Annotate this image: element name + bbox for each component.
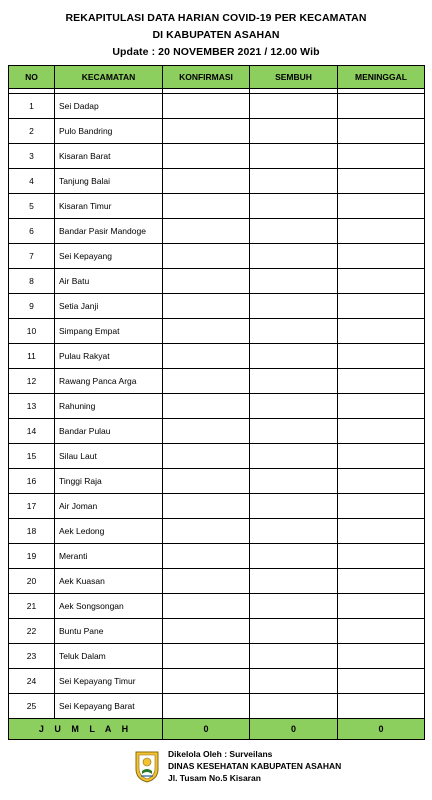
table-row bbox=[9, 469, 425, 494]
table-row bbox=[9, 619, 425, 644]
meninggal-cell bbox=[338, 619, 425, 644]
sembuh-cell bbox=[250, 419, 338, 444]
table-row bbox=[9, 494, 425, 519]
kecamatan-cell: Bandar Pulau bbox=[55, 419, 163, 444]
table-row bbox=[9, 319, 425, 344]
row-number-cell: 9 bbox=[9, 294, 55, 319]
report-title: REKAPITULASI DATA HARIAN COVID-19 PER KECAMATAN bbox=[65, 12, 367, 24]
kecamatan-cell: Pulo Bandring bbox=[55, 119, 163, 144]
column-header-konfirmasi: KONFIRMASI bbox=[163, 66, 250, 89]
sembuh-cell bbox=[250, 319, 338, 344]
row-number-cell: 20 bbox=[9, 569, 55, 594]
organization-name: DINAS KESEHATAN KABUPATEN ASAHAN bbox=[168, 761, 342, 771]
kecamatan-cell: Aek Songsongan bbox=[55, 594, 163, 619]
table-row bbox=[9, 544, 425, 569]
kecamatan-cell: Kisaran Barat bbox=[55, 144, 163, 169]
kecamatan-cell: Kisaran Timur bbox=[55, 194, 163, 219]
report-footer bbox=[134, 748, 341, 784]
column-header-no: NO bbox=[9, 66, 55, 89]
sembuh-cell bbox=[250, 269, 338, 294]
konfirmasi-cell bbox=[163, 94, 250, 119]
table-row bbox=[9, 369, 425, 394]
row-number-cell: 12 bbox=[9, 369, 55, 394]
table-row bbox=[9, 169, 425, 194]
row-number-cell: 19 bbox=[9, 544, 55, 569]
kecamatan-cell: Pulau Rakyat bbox=[55, 344, 163, 369]
konfirmasi-cell bbox=[163, 219, 250, 244]
table-row bbox=[9, 644, 425, 669]
table-row bbox=[9, 344, 425, 369]
konfirmasi-cell bbox=[163, 619, 250, 644]
table-row bbox=[9, 444, 425, 469]
konfirmasi-cell bbox=[163, 644, 250, 669]
sembuh-cell bbox=[250, 169, 338, 194]
report-subtitle: DI KABUPATEN ASAHAN bbox=[152, 29, 280, 41]
sembuh-cell bbox=[250, 244, 338, 269]
kecamatan-cell: Sei Kepayang Timur bbox=[55, 669, 163, 694]
meninggal-cell bbox=[338, 269, 425, 294]
row-number-cell: 6 bbox=[9, 219, 55, 244]
konfirmasi-cell bbox=[163, 244, 250, 269]
column-header-kecamatan: KECAMATAN bbox=[55, 66, 163, 89]
sembuh-cell bbox=[250, 569, 338, 594]
sembuh-cell bbox=[250, 519, 338, 544]
kecamatan-cell: Setia Janji bbox=[55, 294, 163, 319]
meninggal-cell bbox=[338, 419, 425, 444]
sembuh-cell bbox=[250, 669, 338, 694]
table-row bbox=[9, 94, 425, 119]
row-number-cell: 1 bbox=[9, 94, 55, 119]
sembuh-cell bbox=[250, 369, 338, 394]
konfirmasi-cell bbox=[163, 444, 250, 469]
kecamatan-cell: Air Joman bbox=[55, 494, 163, 519]
meninggal-cell bbox=[338, 444, 425, 469]
table-row bbox=[9, 294, 425, 319]
sembuh-cell bbox=[250, 694, 338, 719]
konfirmasi-cell bbox=[163, 569, 250, 594]
meninggal-cell bbox=[338, 394, 425, 419]
table-row bbox=[9, 669, 425, 694]
sembuh-cell bbox=[250, 94, 338, 119]
total-label: J U M L A H bbox=[9, 719, 163, 740]
sembuh-cell bbox=[250, 344, 338, 369]
konfirmasi-cell bbox=[163, 269, 250, 294]
meninggal-cell bbox=[338, 194, 425, 219]
row-number-cell: 7 bbox=[9, 244, 55, 269]
kecamatan-cell: Simpang Empat bbox=[55, 319, 163, 344]
kecamatan-cell: Meranti bbox=[55, 544, 163, 569]
report-header bbox=[0, 0, 432, 61]
asahan-regency-emblem-icon bbox=[134, 749, 160, 783]
sembuh-cell bbox=[250, 219, 338, 244]
konfirmasi-cell bbox=[163, 419, 250, 444]
table-row bbox=[9, 219, 425, 244]
row-number-cell: 11 bbox=[9, 344, 55, 369]
konfirmasi-cell bbox=[163, 519, 250, 544]
konfirmasi-cell bbox=[163, 144, 250, 169]
konfirmasi-cell bbox=[163, 119, 250, 144]
meninggal-cell bbox=[338, 569, 425, 594]
meninggal-cell bbox=[338, 369, 425, 394]
table-row bbox=[9, 594, 425, 619]
konfirmasi-cell bbox=[163, 294, 250, 319]
row-number-cell: 17 bbox=[9, 494, 55, 519]
table-row bbox=[9, 244, 425, 269]
kecamatan-cell: Tinggi Raja bbox=[55, 469, 163, 494]
konfirmasi-cell bbox=[163, 394, 250, 419]
meninggal-cell bbox=[338, 644, 425, 669]
row-number-cell: 15 bbox=[9, 444, 55, 469]
sembuh-cell bbox=[250, 119, 338, 144]
kecamatan-cell: Tanjung Balai bbox=[55, 169, 163, 194]
konfirmasi-cell bbox=[163, 194, 250, 219]
meninggal-cell bbox=[338, 469, 425, 494]
table-row bbox=[9, 519, 425, 544]
sembuh-cell bbox=[250, 444, 338, 469]
konfirmasi-cell bbox=[163, 544, 250, 569]
row-number-cell: 3 bbox=[9, 144, 55, 169]
row-number-cell: 4 bbox=[9, 169, 55, 194]
row-number-cell: 16 bbox=[9, 469, 55, 494]
managed-by-text: Dikelola Oleh : Surveilans bbox=[168, 749, 273, 759]
sembuh-cell bbox=[250, 144, 338, 169]
row-number-cell: 23 bbox=[9, 644, 55, 669]
kecamatan-cell: Rawang Panca Arga bbox=[55, 369, 163, 394]
konfirmasi-cell bbox=[163, 319, 250, 344]
konfirmasi-cell bbox=[163, 594, 250, 619]
kecamatan-cell: Aek Ledong bbox=[55, 519, 163, 544]
konfirmasi-cell bbox=[163, 344, 250, 369]
meninggal-cell bbox=[338, 244, 425, 269]
meninggal-cell bbox=[338, 344, 425, 369]
row-number-cell: 18 bbox=[9, 519, 55, 544]
column-header-sembuh: SEMBUH bbox=[250, 66, 338, 89]
sembuh-cell bbox=[250, 494, 338, 519]
kecamatan-cell: Teluk Dalam bbox=[55, 644, 163, 669]
kecamatan-cell: Sei Dadap bbox=[55, 94, 163, 119]
kecamatan-cell: Buntu Pane bbox=[55, 619, 163, 644]
meninggal-cell bbox=[338, 494, 425, 519]
table-row bbox=[9, 694, 425, 719]
meninggal-cell bbox=[338, 669, 425, 694]
meninggal-cell bbox=[338, 319, 425, 344]
table-row bbox=[9, 119, 425, 144]
meninggal-cell bbox=[338, 169, 425, 194]
footer-text bbox=[168, 748, 341, 784]
total-konfirmasi: 0 bbox=[163, 719, 250, 740]
konfirmasi-cell bbox=[163, 169, 250, 194]
row-number-cell: 25 bbox=[9, 694, 55, 719]
update-date: Update : 20 NOVEMBER 2021 / 12.00 Wib bbox=[112, 46, 320, 58]
kecamatan-cell: Rahuning bbox=[55, 394, 163, 419]
meninggal-cell bbox=[338, 144, 425, 169]
row-number-cell: 24 bbox=[9, 669, 55, 694]
row-number-cell: 2 bbox=[9, 119, 55, 144]
konfirmasi-cell bbox=[163, 694, 250, 719]
column-header-meninggal: MENINGGAL bbox=[338, 66, 425, 89]
sembuh-cell bbox=[250, 544, 338, 569]
table-header-row bbox=[9, 66, 425, 89]
covid-data-table bbox=[8, 65, 425, 740]
meninggal-cell bbox=[338, 519, 425, 544]
sembuh-cell bbox=[250, 644, 338, 669]
konfirmasi-cell bbox=[163, 494, 250, 519]
konfirmasi-cell bbox=[163, 469, 250, 494]
meninggal-cell bbox=[338, 694, 425, 719]
kecamatan-cell: Bandar Pasir Mandoge bbox=[55, 219, 163, 244]
sembuh-cell bbox=[250, 619, 338, 644]
meninggal-cell bbox=[338, 219, 425, 244]
meninggal-cell bbox=[338, 294, 425, 319]
total-sembuh: 0 bbox=[250, 719, 338, 740]
konfirmasi-cell bbox=[163, 669, 250, 694]
table-row bbox=[9, 269, 425, 294]
row-number-cell: 8 bbox=[9, 269, 55, 294]
row-number-cell: 14 bbox=[9, 419, 55, 444]
sembuh-cell bbox=[250, 294, 338, 319]
kecamatan-cell: Sei Kepayang bbox=[55, 244, 163, 269]
sembuh-cell bbox=[250, 594, 338, 619]
meninggal-cell bbox=[338, 544, 425, 569]
meninggal-cell bbox=[338, 594, 425, 619]
row-number-cell: 13 bbox=[9, 394, 55, 419]
table-row bbox=[9, 419, 425, 444]
meninggal-cell bbox=[338, 94, 425, 119]
row-number-cell: 22 bbox=[9, 619, 55, 644]
row-number-cell: 5 bbox=[9, 194, 55, 219]
kecamatan-cell: Silau Laut bbox=[55, 444, 163, 469]
table-row bbox=[9, 194, 425, 219]
total-meninggal: 0 bbox=[338, 719, 425, 740]
kecamatan-cell: Sei Kepayang Barat bbox=[55, 694, 163, 719]
row-number-cell: 21 bbox=[9, 594, 55, 619]
table-row bbox=[9, 394, 425, 419]
sembuh-cell bbox=[250, 469, 338, 494]
meninggal-cell bbox=[338, 119, 425, 144]
total-row bbox=[9, 719, 425, 740]
sembuh-cell bbox=[250, 194, 338, 219]
table-row bbox=[9, 569, 425, 594]
row-number-cell: 10 bbox=[9, 319, 55, 344]
sembuh-cell bbox=[250, 394, 338, 419]
table-row bbox=[9, 144, 425, 169]
kecamatan-cell: Aek Kuasan bbox=[55, 569, 163, 594]
konfirmasi-cell bbox=[163, 369, 250, 394]
organization-address: Jl. Tusam No.5 Kisaran bbox=[168, 773, 261, 783]
kecamatan-cell: Air Batu bbox=[55, 269, 163, 294]
